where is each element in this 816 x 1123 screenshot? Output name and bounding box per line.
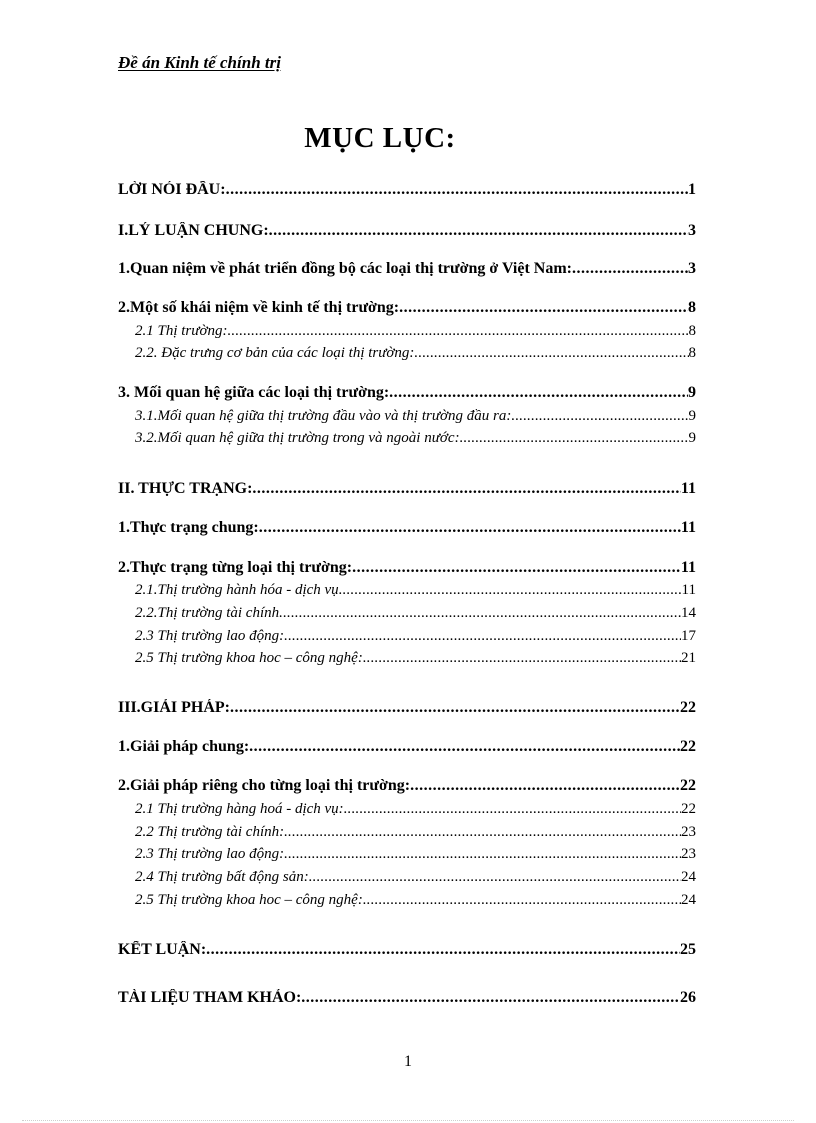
dot-leader <box>352 559 681 577</box>
dot-leader <box>414 345 688 362</box>
toc-entry-label: 3. Mối quan hệ giữa các loại thị trường: <box>118 384 390 401</box>
toc-entry-label: 1.Thực trạng chung: <box>118 519 259 536</box>
toc-entry-label: TÀI LIỆU THAM KHẢO: <box>118 989 302 1006</box>
toc-entry-label: 2.2 Thị trường tài chính: <box>135 824 285 840</box>
toc-entry-label: II. THỰC TRẠNG: <box>118 480 253 497</box>
toc-entry-page: 17 <box>681 628 696 644</box>
dot-leader <box>227 323 688 340</box>
toc-entry-page: 9 <box>688 430 696 446</box>
toc-entry-label: 1.Quan niệm về phát triển đồng bộ các loại thị trường ở Việt Nam: <box>118 260 572 277</box>
toc-entry-page: 9 <box>688 384 696 401</box>
dot-leader <box>252 480 680 498</box>
dot-leader <box>460 430 689 447</box>
toc-subentry-gp-tai-chinh[interactable] <box>118 824 696 841</box>
toc-entry-page: 3 <box>688 260 696 277</box>
toc-subentry-khoa-hoc-cong-nghe[interactable] <box>118 650 696 667</box>
toc-entry-page: 9 <box>688 408 696 424</box>
toc-entry-thuc-trang[interactable] <box>118 480 696 498</box>
toc-entry-page: 22 <box>681 801 696 817</box>
dot-leader <box>389 384 688 402</box>
toc-entry-label: LỜI NÓI ĐẦU: <box>118 181 226 198</box>
document-header: Đề án Kinh tế chính trị <box>118 53 281 72</box>
toc-entry-page: 26 <box>680 989 696 1006</box>
toc-entry-page: 8 <box>688 299 696 316</box>
toc-entry-page: 24 <box>681 892 696 908</box>
dot-leader <box>572 260 688 278</box>
toc-entry-page: 11 <box>681 582 696 598</box>
toc-subentry-tai-chinh[interactable] <box>118 605 696 622</box>
toc-entry-ly-luan-chung[interactable] <box>118 222 696 240</box>
dot-leader <box>259 519 681 537</box>
toc-entry-page: 22 <box>680 777 696 794</box>
dot-leader <box>511 408 688 425</box>
toc-entry-moi-quan-he[interactable] <box>118 384 696 402</box>
toc-entry-page: 22 <box>680 699 696 716</box>
toc-subentry-gp-bat-dong-san[interactable] <box>118 869 696 886</box>
toc-subentry-thi-truong[interactable] <box>118 323 696 340</box>
toc-subentry-trong-ngoai-nuoc[interactable] <box>118 430 696 447</box>
toc-entry-label: 2.5 Thị trường khoa hoc – công nghệ: <box>135 892 363 908</box>
dot-leader <box>339 582 682 599</box>
toc-entry-page: 23 <box>681 824 696 840</box>
toc-entry-label: 2.Một số khái niệm về kinh tế thị trường: <box>118 299 400 316</box>
toc-entry-giai-phap-rieng[interactable] <box>118 777 696 795</box>
toc-entry-label: III.GIẢI PHÁP: <box>118 699 231 716</box>
toc-entry-tai-lieu-tham-khao[interactable] <box>118 989 696 1007</box>
toc-entry-page: 21 <box>681 650 696 666</box>
toc-entry-page: 25 <box>680 941 696 958</box>
toc-entry-label: 2.5 Thị trường khoa hoc – công nghệ: <box>135 650 363 666</box>
toc-entry-thuc-trang-tung-loai[interactable] <box>118 559 696 577</box>
dot-leader <box>301 989 680 1007</box>
dot-leader <box>230 699 680 717</box>
toc-entry-ket-luan[interactable] <box>118 941 696 959</box>
toc-subentry-gp-lao-dong[interactable] <box>118 846 696 863</box>
dot-leader <box>344 801 681 818</box>
toc-entry-label: KẾT LUẬN: <box>118 941 207 958</box>
toc-entry-page: 11 <box>680 519 696 536</box>
dot-leader <box>399 299 688 317</box>
toc-entry-label: 2.3 Thị trường lao động: <box>135 628 285 644</box>
toc-entry-loi-noi-dau[interactable] <box>118 181 696 199</box>
toc-entry-label: I.LÝ LUẬN CHUNG: <box>118 222 269 239</box>
dot-leader <box>284 824 681 841</box>
toc-entry-giai-phap[interactable] <box>118 699 696 717</box>
dot-leader <box>309 869 681 886</box>
toc-entry-page: 22 <box>680 738 696 755</box>
toc-subentry-gp-hang-hoa[interactable] <box>118 801 696 818</box>
toc-entry-page: 11 <box>680 559 696 576</box>
toc-entry-page: 8 <box>688 323 696 339</box>
dot-leader <box>206 941 680 959</box>
dot-leader <box>363 892 681 909</box>
toc-entry-label: 2.4 Thị trường bất động sản: <box>135 869 309 885</box>
toc-subentry-gp-khoa-hoc-cong-nghe[interactable] <box>118 892 696 909</box>
toc-entry-khai-niem[interactable] <box>118 299 696 317</box>
toc-entry-page: 23 <box>681 846 696 862</box>
dot-leader <box>284 628 681 645</box>
toc-entry-label: 2.1 Thị trường hàng hoá - dịch vụ: <box>135 801 344 817</box>
toc-entry-label: 2.Giải pháp riêng cho từng loại thị trường: <box>118 777 411 794</box>
dot-leader <box>363 650 681 667</box>
toc-entry-label: 3.1.Mối quan hệ giữa thị trường đầu vào và thị trường đầu ra: <box>135 408 512 424</box>
toc-entry-giai-phap-chung[interactable] <box>118 738 696 756</box>
toc-entry-page: 11 <box>680 480 696 497</box>
dot-leader <box>284 846 681 863</box>
toc-subentry-hang-hoa-dich-vu[interactable] <box>118 582 696 599</box>
toc-entry-page: 14 <box>681 605 696 621</box>
dot-leader <box>249 738 680 756</box>
toc-subentry-dau-vao-dau-ra[interactable] <box>118 408 696 425</box>
toc-entry-label: 2.Thực trạng từng loại thị trường: <box>118 559 353 576</box>
toc-entry-label: 3.2.Mối quan hệ giữa thị trường trong và ngoài nước: <box>135 430 460 446</box>
toc-entry-label: 2.3 Thị trường lao động: <box>135 846 285 862</box>
dot-leader <box>279 605 681 622</box>
toc-entry-page: 1 <box>688 181 696 198</box>
dot-leader <box>410 777 680 795</box>
page-number: 1 <box>404 1053 412 1070</box>
page-title: MỤC LỤC: <box>304 122 456 154</box>
toc-entry-label: 2.2.Thị trường tài chính <box>135 605 280 621</box>
toc-entry-page: 24 <box>681 869 696 885</box>
dot-leader <box>226 181 688 199</box>
toc-entry-label: 2.1.Thị trường hành hóa - dịch vụ <box>135 582 339 598</box>
dot-leader <box>269 222 688 240</box>
toc-subentry-dac-trung[interactable] <box>118 345 696 362</box>
toc-entry-label: 2.1 Thị trường: <box>135 323 228 339</box>
toc-entry-page: 8 <box>688 345 696 361</box>
toc-subentry-lao-dong[interactable] <box>118 628 696 645</box>
page-bottom-divider <box>22 1120 794 1121</box>
toc-entry-quan-niem[interactable] <box>118 260 696 278</box>
toc-entry-label: 2.2. Đặc trưng cơ bản của các loại thị trường: <box>135 345 415 361</box>
toc-entry-label: 1.Giải pháp chung: <box>118 738 250 755</box>
toc-entry-thuc-trang-chung[interactable] <box>118 519 696 537</box>
toc-entry-page: 3 <box>688 222 696 239</box>
